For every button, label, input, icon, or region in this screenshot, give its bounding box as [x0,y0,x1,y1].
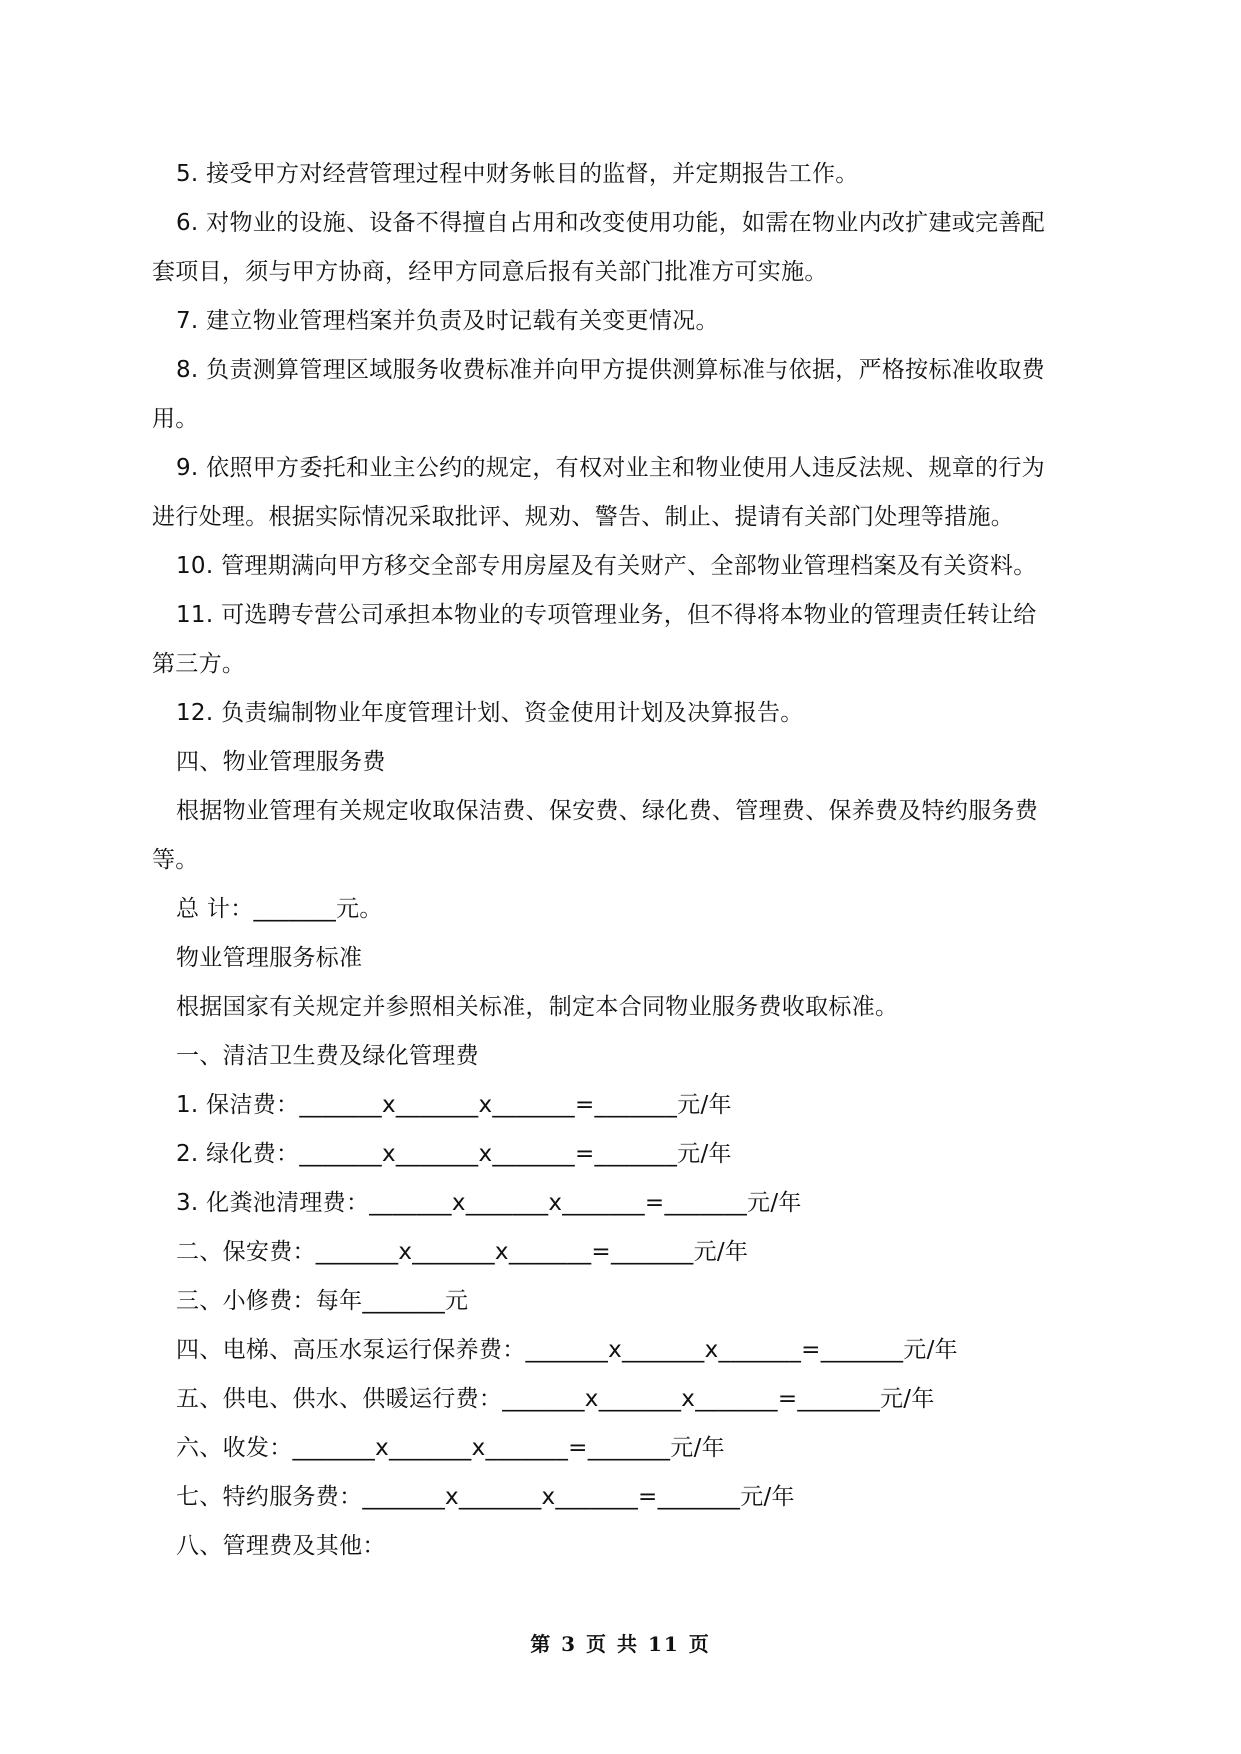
text-line: 总 计：_______元。 [176,896,383,922]
text-line: 等。 [152,847,199,873]
text-line: 用。 [152,406,199,432]
text-line: 2. 绿化费：_______x_______x_______=_______元/年 [176,1141,732,1167]
text-line: 6. 对物业的设施、设备不得擅自占用和改变使用功能，如需在物业内改扩建或完善配 [176,210,1045,236]
text-line: 六、收发：_______x_______x_______=_______元/年 [176,1435,725,1461]
text-line: 5. 接受甲方对经营管理过程中财务帐目的监督，并定期报告工作。 [176,161,859,187]
text-line: 物业管理服务标准 [176,945,363,971]
text-line: 7. 建立物业管理档案并负责及时记载有关变更情况。 [176,308,719,334]
text-line: 二、保安费：_______x_______x_______=_______元/年 [176,1239,749,1265]
text-line: 8. 负责测算管理区域服务收费标准并向甲方提供测算标准与依据，严格按标准收取费 [176,357,1045,383]
text-line: 进行处理。根据实际情况采取批评、规劝、警告、制止、提请有关部门处理等措施。 [152,504,1015,530]
page-footer: 第 3 页 共 11 页 [530,1632,711,1656]
text-line: 1. 保洁费：_______x_______x_______=_______元/年 [176,1092,732,1118]
text-line: 七、特约服务费：_______x_______x_______=_______元/年 [176,1484,795,1510]
text-line: 10. 管理期满向甲方移交全部专用房屋及有关财产、全部物业管理档案及有关资料。 [176,553,1037,579]
text-line: 12. 负责编制物业年度管理计划、资金使用计划及决算报告。 [176,700,804,726]
text-line: 根据国家有关规定并参照相关标准，制定本合同物业服务费收取标准。 [176,994,899,1020]
text-line: 三、小修费：每年_______元 [176,1288,469,1314]
text-line: 根据物业管理有关规定收取保洁费、保安费、绿化费、管理费、保养费及特约服务费 [176,798,1039,824]
text-line: 11. 可选聘专营公司承担本物业的专项管理业务，但不得将本物业的管理责任转让给 [176,602,1037,628]
text-line: 套项目，须与甲方协商，经甲方同意后报有关部门批准方可实施。 [152,259,828,285]
text-line: 9. 依照甲方委托和业主公约的规定，有权对业主和物业使用人违反法规、规章的行为 [176,455,1045,481]
text-line: 八、管理费及其他： [176,1533,386,1559]
text-line: 一、清洁卫生费及绿化管理费 [176,1043,479,1069]
text-line: 四、物业管理服务费 [176,749,386,775]
document-body [152,150,1092,1571]
text-line: 第三方。 [152,651,246,677]
text-line: 四、电梯、高压水泵运行保养费：_______x_______x_______=_______元/年 [176,1337,958,1363]
text-line: 五、供电、供水、供暖运行费：_______x_______x_______=_______元/年 [176,1386,935,1412]
text-line: 3. 化粪池清理费：_______x_______x_______=_______元/年 [176,1190,802,1216]
